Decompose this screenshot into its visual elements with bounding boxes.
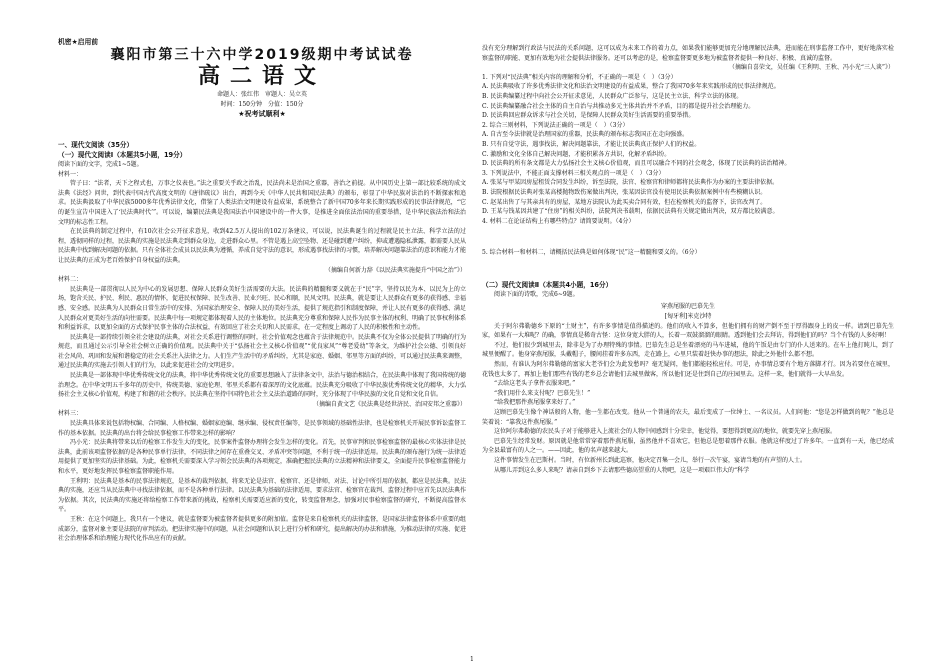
story-paragraph: “我们用什么来支付呢？巴慕先生！” <box>494 389 591 397</box>
source-note: （摘编自何新力辞《以民法典实施提升“中国之治”》） <box>324 266 466 274</box>
paragraph: 王秋：在这个问题上，我只有一个建议，就是监督要为被监督者提供更多的附加值。监督是来自检察机关的法律监督，是国家法律监督体系中重要的组成部分，监督对象主要是法院的审判活动。把法律实施中的问题，从社会问题和认识上进行分析和研究，提出解决的办法和措施，为推动法律的实施、促进社会治理体系和治理能力现代化作出应有的贡献。 <box>58 515 466 543</box>
question-1 <box>482 73 894 121</box>
answer-space <box>482 226 894 248</box>
instruction: 阅读下面的诗歌，完成6~9题。 <box>494 290 579 298</box>
option: D. 民法典的所有条文都是大力弘扬社会主义核心价值观，而且可以融合不同的社会观念，体现了民法典的法治精神。 <box>482 160 791 168</box>
question-3 <box>482 169 894 217</box>
option: A. 自古至今法律就是治理国家的重器，民法典的颁布标志我国正在走向强盛。 <box>482 131 689 139</box>
time-score-line: 时间：150分钟 分值：150分 <box>220 100 304 108</box>
option: D. 王某与钱某因共建了“住房”的相关纠纷，法院判决书载明，依据民法典有关规定做出判决，双方都比较满意。 <box>482 208 779 216</box>
story-author: [匈牙利]米克沙特 <box>664 313 712 321</box>
paragraph: 民法典是一部体现中华优秀传统文化的法典，将中华优秀传统文化的重要思想融入了法律条文中，法治与德治相结合，在民法典中体现了我国传统的德治理念。在中华文明五千多年的历史中，传统美德、家庭伦理、邻里关系都有着深厚的文化底蕴。民法典充分吸收了中华民族优秀传统文化的精华，大力弘扬社会主义核心价值观，构建了和谐的社会秩序。民法典在坚持中国特色社会主义法治道路的同时，充分体现了中华民族的文化自觉和文化自信。 <box>58 372 466 399</box>
paragraph: 没有充分理解到行政法与民法的关系问题，这可以成为未来工作的着力点，如果我们能够更加充分地理解民法典，进而能在刑事监督工作中，更好地落实检察监督的职能、更加有效地为社会提供法律服务。还可以考虑的是，检察监督要更多地为被监督者提供一种良好、积极、真诚的监督。 <box>482 45 894 62</box>
option: A. 民法典吸收了许多优秀法律文化和法治文明建设的有益成果，整合了我国70多年来实践形成的民事法律规范。 <box>482 83 780 91</box>
subsection-heading: （二）现代文阅读Ⅱ（本题共4小题，16分） <box>482 280 613 289</box>
material-label: 材料一： <box>58 170 83 178</box>
story-paragraph: 然而，有谁认为阿尔弗勒德的富家大老爷们会为此发愁吗？毫无疑问，他们都能轻松应付。可是，办事情总要有个地方落脚才行。因为若要住在城里，花钱也太多了，再加上他们那些有钱的老乡总会请他们去城里做客，所以他们还是住到自己的庄园里去。这样一来，他们就得一大早出发。 <box>482 361 894 378</box>
option: C. 激励和文化全体自己解决问题，才能积累各方共识，化解矛盾纠纷。 <box>482 150 671 158</box>
question-stem: 2. 综合三则材料，下列说法正确的一项是（ ）（3分） <box>482 121 629 129</box>
subsection-heading: （一）现代文阅读Ⅰ（本题共5小题，19分） <box>58 151 187 159</box>
paragraph: 民法典具体来说包括物权编、合同编、人格权编、婚姻家庭编、继承编、侵权责任编等，是民事领域的基础性法律，也是检察机关开展民事诉讼监督工作的基本依据。民法典的出台将会给民事检察工作带来怎样的影响？ <box>58 420 466 437</box>
secret-label: 机密★启用前 <box>58 38 99 46</box>
story-paragraph: 巴慕先生经常发财。原因就是他常常穿着那件燕尾服，虽然他并不喜欢它，但他总是想着那件衣服。他就这样度过了许多年。一直到有一天，他已经成为全县最富有的人之一。——因此，他的名声越来越大。 <box>482 437 894 455</box>
school-title: 襄阳市第三十六中学2019级期中考试试卷 <box>110 47 414 63</box>
subject-title: 高二语文 <box>197 64 326 89</box>
story-paragraph: 关于阿尔弗勒德乡下原的“土财主”，有许多事情是值得描述的。他们的收入不算多，但他们拥有的财产倒不至于厚得跟身上的皮一样。请到巴慕先生家，如果有一大堆呢？的确，事情真是稀奇古怪：这位身宽大胖的人，长着一双鼓溜溜的眼睛。透到他们会去拜访，得到他们的吗？当个有钱的人多好啊！ <box>482 322 894 340</box>
source-note: （摘编自黄文艺《民法典是经世济民、治国安邦之重器》） <box>312 400 466 408</box>
story-paragraph: “给我把那件燕尾服拿来好了。” <box>494 399 576 407</box>
story-paragraph: 从哪儿弄到这么多人来呢？请亲自到乡下去请那些德高望重的人物吧，这是一项艰巨伟大的“科学 <box>494 466 750 474</box>
left-column <box>58 0 466 672</box>
option: C. 民法典编纂融合社会主体的自主自治与共推动多元主体共治并不矛盾，目的都是提升社会治理能力。 <box>482 102 755 110</box>
paragraph: 民法典是一部持续引领全社会建设的法典，对社会关系进行调整的同时，社会价值观念也蕴含于法律规范中。民法典不仅为全体公民提供了明确的行为规范，而且通过公示引导全社会树立正确的价值观。民法典中关于“弘扬社会主义核心价值观”“优良家风”“尊老爱幼”等条文，为维护社会公德、引领良好社会风尚、巩固和发展和谐稳定的社会关系注入法律之力。人们生产生活中的矛盾纠纷，尤其是家庭、婚姻、邻里等方面的纠纷，可以通过民法典来调整，通过民法典的实施去引领人们的行为，以此来促进社会的文明进步。 <box>58 333 466 370</box>
story-paragraph: 这件事情发生在巴斯村。当时，有位新州长到此巡察，他决定召集一会儿，举行一次午宴，宴请当地的有声望的人士。 <box>494 456 807 464</box>
page-number: 1 <box>470 656 474 663</box>
question-2 <box>482 121 894 169</box>
story-title: 穿燕尾服的巴慕先生 <box>660 303 715 311</box>
question-4: 4. 材料二在论证结构上有哪些特点？请简要说明。（4分） <box>482 217 635 225</box>
option: D. 民法典回应群众诉求与社会关切，是保障人民群众美好生活需要的重要举措。 <box>482 112 695 120</box>
wish-line: ★祝考试顺利★ <box>238 110 286 119</box>
paragraph: 民法典是一部贯彻以人民为中心的发展思想、保障人民群众美好生活需要的大法。民法典的精髓和要义就在于“民”字，坚持以民为本、以民为上的立场，饱含关民、护民、利民、惠民的情怀，促进民权保障、民生改善、民业兴旺、民心和顺，民风文明。民法典，就是要让人民群众有更多的获得感、幸福感、安全感。民法典为人民群众日常生活中的安排、为国家治理安全、保障人民的美好生活，提供了规范指引和制度保障，并让人民有更多的获得感、满足人民群众对更美好生活的向往需要。民法典中每一项规定都体现着人民的主体地位。民法典充分尊重和保障人民作为民事主体的权利、明确了民事权利体系和利益诉求，以更加全面的方式保护民事主体的合法权益，有效回应了社会关切和人民需求，在一定程度上调动了人民的积极性和主动性。 <box>58 285 466 332</box>
option: B. 法院根据民法典对张某高楼抛物致伤案做出判决，张某因法官没有使用民法典依据案例中有些模糊认识。 <box>482 188 767 196</box>
story-paragraph: “去给这老头子拿件衣服来吧。” <box>494 380 576 388</box>
option: B. 民法典编纂过程中向社会公开征求意见，人民群众广泛参与，这是民主立法、科学立法的体现。 <box>482 92 743 100</box>
answer-space <box>482 258 894 280</box>
right-column <box>482 0 894 672</box>
question-stem: 3. 下列说法中，不能正面支撑材料三相关观点的一项是（ ）（3分） <box>482 169 665 177</box>
staff-line: 命题人：张红伟 审题人：吴立英 <box>216 91 307 98</box>
option: A. 张某与甲某因房屋租赁合同发生纠纷，诉至法院，法官、检察官和律师都将民法典作为办案的主要法律依据。 <box>482 179 779 187</box>
paragraph: 在民法典的制定过程中，有10次社会公开征求意见，收到42.5万人提出的102万条建议，可以说，民法典诞生的过程就是民主立法、科学立法的过程，透彻同样的过程，民法典的实施是民法典走到群众身边，走进群众心里。不管是遇上高空坠物、还是碰到遭户纠纷，抑或遭遇隐私泄露，都需要人民从民法典中找到解决问题的依据。只有全体社会成员以民法典为遵循，养成自觉守法的意识，形成遇事找法律的习惯，培养解决问题靠法治的意识和能力才能让民法典的正成为老百姓保护自身权益的法典。 <box>58 228 466 264</box>
source-note: （摘编自喜荣文，吴任编《王利明、王秋、冯小光“三人谈”》） <box>728 64 894 72</box>
option: C. 赵某出售了与其亲共有的房屋，某地方法院认为此买卖合同有效，但在检察机关的监督下，法官改判了。 <box>482 198 767 206</box>
instruction: 阅读下面的文字，完成1~5题。 <box>58 161 143 168</box>
story-body <box>482 322 894 476</box>
material-label: 材料二： <box>58 276 83 284</box>
question-5: 5. 综合材料一和材料二，请概括民法典是如何体现“民”这一精髓和要义的。（6分） <box>482 249 701 257</box>
reading-one <box>58 140 466 544</box>
story-paragraph: 不过，他们很少到城里去，除非是为了办理特殊的事情。巴慕先生总是坐着漂亮的马车进城，他的午饭是由专门的仆人送来的。在车上他打盹儿，到了城里便醒了。他身穿燕尾服，头戴帽子，腰间挂着许多东西，走在路上，心里只装着赶快办事的想法，除此之外他什么都不想。 <box>482 341 894 359</box>
option: B. 只有自觉守法，遇事找法，解决问题靠法，才能让民法典真正保护人们的权益。 <box>482 140 701 148</box>
paragraph: 管子曰：“法者，天下之程式也，万事之仪表也。”法之重要关乎政之治乱，民法尚未是治国之重器，善治之前提。从中国历史上第一部比较系统的成文法典《法经》问世，到代表中国古代高度文明的《唐律疏议》出台，再到今天《中华人民共和国民法典》的颁布，彰显了中华民族对法治的不断探索和追求。民法典汲取了中华民族5000多年优秀法律文化，借鉴了人类法治文明建设有益成果，系统整合了新中国70多年来长期实践形成的民事法律规范，“它的诞生宣告中国进入了‘民法典时代’”。可以说，编纂民法典是我国法治中国建设中的一件大事，是推进全面依法治国的重要举措，是中华民族法治和法治文明的标志性工程。 <box>58 180 466 226</box>
paragraph: 冯小光：民法典将带来以后的检察工作发生大的变化，民事案件监督办理将会发生怎样的变化。首先，民事审判和民事检察监督的最核心实体法律是民法典，此前该项监督依据的是各种民事单行法律，不同法律之间存在重叠交叉、矛盾冲突等问题，不利于统一的法律适用。民法典的颁布施行为统一法律适用提供了更加坚实的法律基础。为此，检察机关需要深入学习领会民法典的各项规定，准确把握民法典的立法精神和法律要义，全面提升民事检察监督能力和水平，更好地发挥民事检察监督职能作用。 <box>58 439 466 475</box>
story-paragraph: 这位阿尔弗勒德的农民头子对于能够进入上流社会的人物中间感到十分荣幸，他觉得，要想得到更高的地位，就要先穿上燕尾服。 <box>494 428 837 436</box>
section-heading: 一、现代文阅读（35分） <box>58 141 134 149</box>
question-stem: 1. 下列对“民法典”相关内容的理解和分析，不正确的一项是（ ）（3分） <box>482 73 677 81</box>
story-paragraph: 这顾巴慕先生像个神话般的人物，他一生都在改变。他从一个普通的农夫，最后变成了一位绅士、一名议员。人们问他：“您是怎样做到的呢？”他总是笑着说：“靠我这件燕尾服。” <box>482 409 894 426</box>
material-label: 材料三： <box>58 410 83 418</box>
paragraph: 王利明：民法典是基本的民事法律规范，是基本的裁判依据，将来无论是法官、检察官、还是律师，对法、讨论中所引用的依据，都应是民法典。民法典的实施，还应当从民法典中寻找法律依据，而不是各种单行法律。以民法典为基础的法律适用，要求法官、检察官在裁判、监督过程中应首先以民法典作为依据。其次，民法典的实施还将给检察工作带来新的挑战，检察机关需要适应新的变化，转变监督理念，加强对民事检察监督的研究，不断提高监督水平。 <box>58 477 466 514</box>
